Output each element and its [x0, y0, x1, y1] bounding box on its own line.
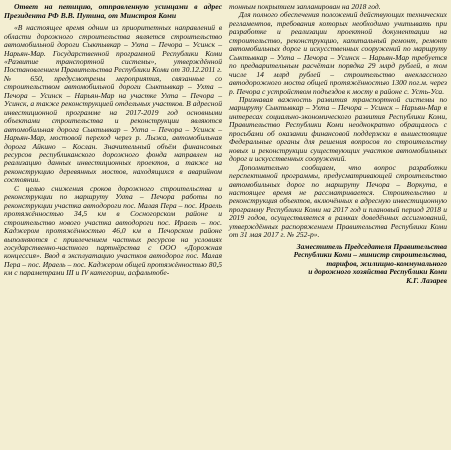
paragraph: тонным покрытием запланирован на 2018 год. [229, 2, 381, 11]
signature-line: Республики Коми – министр строительства, [293, 250, 447, 260]
signature-line: тарифов, жилищно-коммунального [326, 258, 447, 268]
right-column [229, 3, 447, 450]
signature-name: К.Г. Лазарев [406, 275, 447, 285]
article-heading: Ответ на петицию, отправленную усинцами в адрес Президента РФ В.В. Путина, от Минстроя Коми [4, 2, 222, 20]
left-column [4, 3, 222, 450]
signature-line: и дорожного хозяйства Республики Коми [308, 267, 447, 277]
paragraph: Для полного обеспечения положений действующих технических регламентов, требования которых необходимо учитывать при разработке и реализации проектной документации на строительство, реконструкцию, капитальный ремонт, ремонт автомобильных дорог и искусственных сооружений по маршруту Сыктывкар – Ухта – Печора – Усинск – Нарьян-Мар требуется по предварительным расчётам порядка 29 млрд рублей, в том числе 14 млрд рублей – строительство внеклассного автодорожного моста общей протяжённостью 1300 пог.м. через р. Печора с устройством подъездов к мосту в районе с. Усть-Уса. [229, 10, 447, 96]
signature-line: Заместитель Председателя Правительства [296, 241, 447, 251]
paragraph: «В настоящее время одним из приоритетных направлений в области дорожного строительства является строительство автомобильной дороги Сыктывкар – Ухта – Печора – Усинск – Нарьян-Мар. Государственной программой Республики Коми «Развитие транспортной системы», утверждённой Постановлением Правительства Республики Коми от 30.12.2011 г. № 650, предусмотрены мероприятия, связанные со строительством автомобильной дороги Сыктывкар – Ухта – Печора – Усинск – Нарьян-Мар на участке Ухта – Печора – Усинск, а также реконструкцией отдельных участков. В адресной инвестиционной программе на 2017-2019 год основными объектами строительства и реконструкции являются автомобильная дорога Сыктывкар – Ухта – Печора – Усинск – Нарьян-Мар, мостовой переход через р. Лыжа, автомобильная дорога Айкино – Кослан. Значительный объём финансовых ресурсов республиканского дорожного фонда направлен на реализацию данных инвестиционных проектов, а также на реконструкцию деревянных мостов, находящихся в аварийном состоянии. [4, 23, 222, 185]
signature-block [229, 243, 447, 285]
paragraph: Дополнительно сообщаем, что вопрос разработки перспективной программы, предусматривающей строительство автомобильных дорог по маршруту Печора – Воркута, в настоящее время не рассматривается. Строительство и реконструкция объектов, включённых в адресную инвестиционную программу Республики Коми на 2017 год и плановый период 2018 и 2019 годов, осуществляется в рамках доведённых ассигнований, утверждённых распоряжением Правительства Республики Коми от 31 мая 2017 г. № 252-р». [229, 162, 447, 240]
paragraph: С целью снижения сроков дорожного строительства и реконструкции по маршруту Ухта – Печора работы по реконструкции участка автодороги пос. Малая Пера – пос. Ираель протяжённостью 34,5 км в Сосногорском районе и строительство нового участка автодороги пос. Ираель – пос. Каджером протяжённостью 46,0 км в Печорском районе выполняются с привлечением частных ресурсов на условиях государственно-частного партнёрства с ООО «Дорожная концессия». Ввод в эксплуатацию участков автодорог пос. Малая Пера – пос. Ираель – пос. Каджером общей протяжённостью 80,5 км с параметрами III и IV категории, асфальтобе- [4, 183, 222, 278]
paragraph: Признавая важность развития транспортной системы по маршруту Сыктывкар – Ухта – Печора – Усинск – Нарьян-Мар в интересах социально-экономического развития Республики Коми, Правительство Республики Коми неоднократно обращалось с просьбами об оказании финансовой поддержки в вышестоящие Федеральные органы для решения вопросов по строительству новых и реконструкции существующих участков автомобильных дорог и искусственных сооружений. [229, 94, 447, 164]
